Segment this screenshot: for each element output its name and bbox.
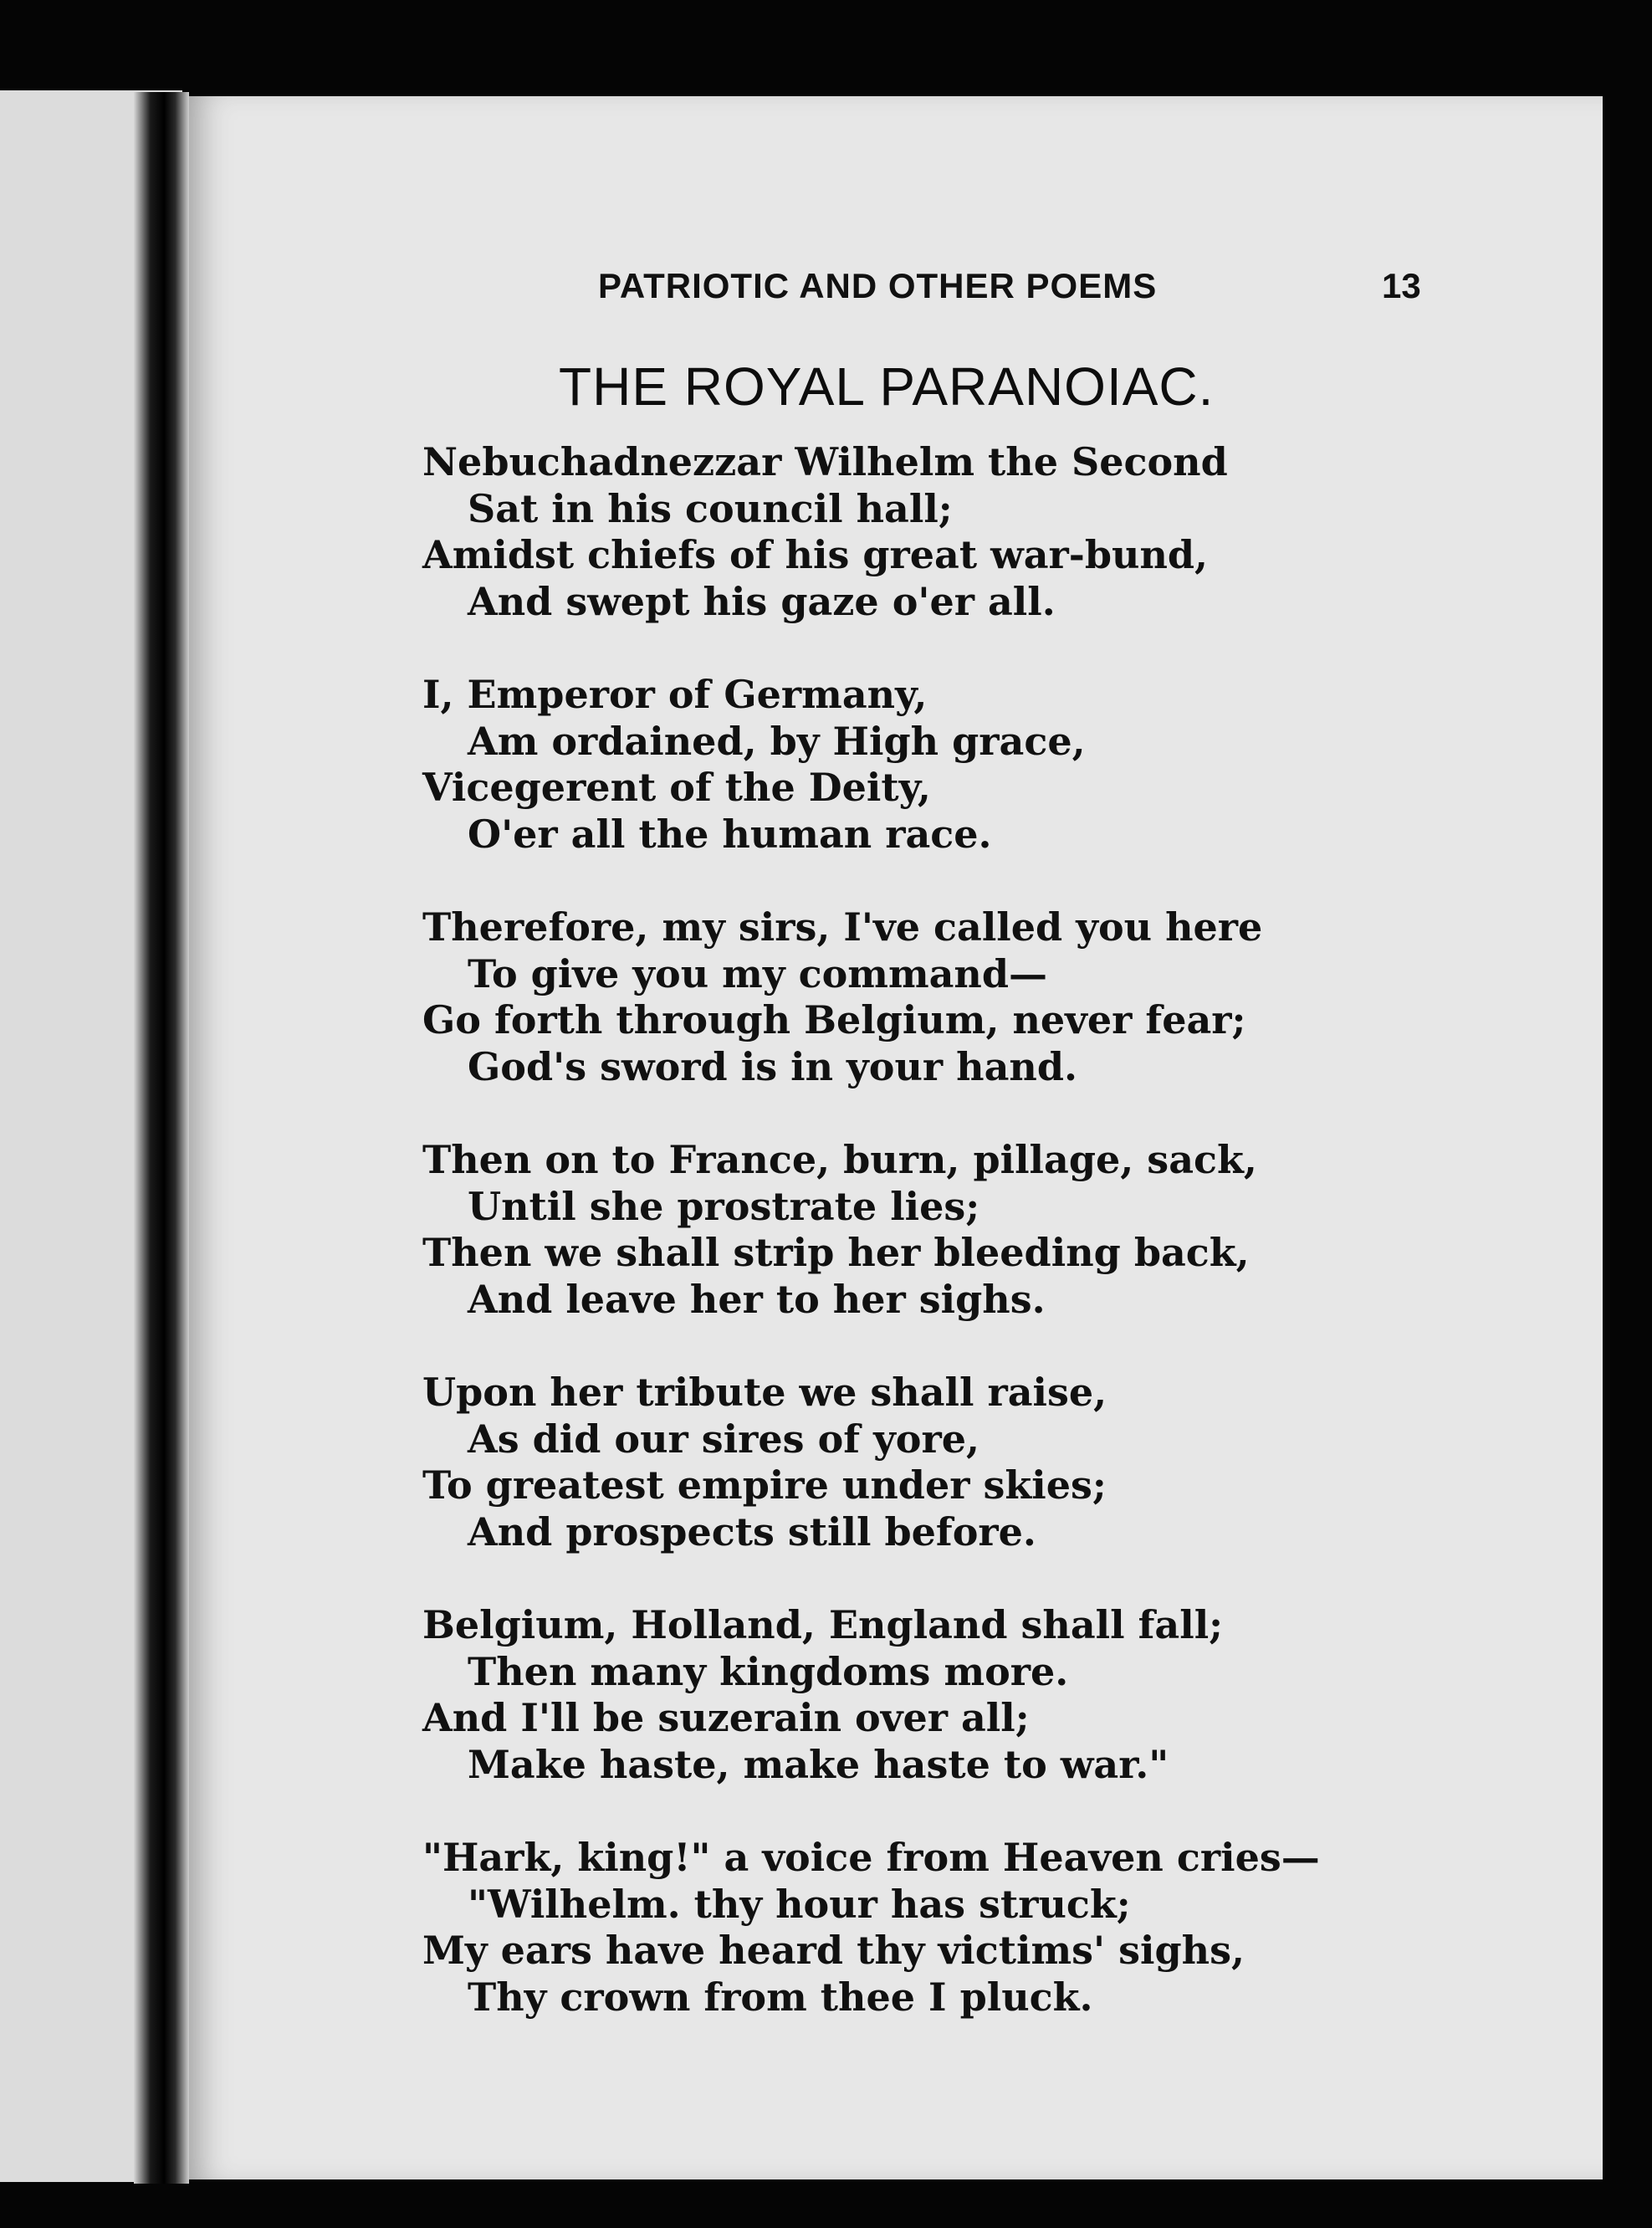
- poem-line: To greatest empire under skies;: [422, 1462, 1107, 1508]
- poem-line: Then on to France, burn, pillage, sack,: [422, 1137, 1257, 1182]
- stanza: [422, 439, 1426, 625]
- poem-line: Sat in his council hall;: [468, 485, 953, 531]
- poem-line: Thy crown from thee I pluck.: [468, 1974, 1093, 2020]
- running-head: PATRIOTIC AND OTHER POEMS: [598, 266, 1158, 305]
- poem-line: Make haste, make haste to war.": [468, 1741, 1169, 1787]
- poem-line: Amidst chiefs of his great war-bund,: [422, 532, 1209, 577]
- poem-line: And swept his gaze o'er all.: [468, 578, 1056, 624]
- poem-line: As did our sires of yore,: [468, 1416, 979, 1462]
- poem-line: Belgium, Holland, England shall fall;: [422, 1602, 1224, 1647]
- poem-title: THE ROYAL PARANOIAC.: [559, 356, 1215, 417]
- poem-line: O'er all the human race.: [468, 811, 992, 857]
- poem-line: And I'll be suzerain over all;: [422, 1695, 1030, 1740]
- book-gutter: [134, 92, 189, 2184]
- poem-body: [422, 439, 1426, 2067]
- poem-line: Am ordained, by High grace,: [468, 718, 1086, 764]
- page-number: 13: [1382, 266, 1421, 305]
- poem-line: "Wilhelm. thy hour has struck;: [468, 1881, 1131, 1927]
- stanza: [422, 672, 1426, 858]
- poem-line: I, Emperor of Germany,: [422, 672, 928, 717]
- poem-line: To give you my command—: [468, 950, 1048, 996]
- poem-line: Vicegerent of the Deity,: [422, 765, 931, 810]
- stanza: [422, 1370, 1426, 1555]
- poem-line: Nebuchadnezzar Wilhelm the Second: [422, 439, 1228, 484]
- stanza: [422, 1137, 1426, 1323]
- stanza: [422, 1835, 1426, 2021]
- poem-line: And prospects still before.: [468, 1508, 1036, 1554]
- poem-line: "Hark, king!" a voice from Heaven cries—: [422, 1835, 1320, 1880]
- poem-line: My ears have heard thy victims' sighs,: [422, 1928, 1245, 1973]
- poem-line: Go forth through Belgium, never fear;: [422, 997, 1246, 1042]
- poem-line: Then we shall strip her bleeding back,: [422, 1230, 1250, 1275]
- poem-line: God's sword is in your hand.: [468, 1043, 1078, 1089]
- stanza: [422, 904, 1426, 1090]
- poem-line: Until she prostrate lies;: [468, 1183, 980, 1229]
- poem-line: And leave her to her sighs.: [468, 1276, 1046, 1322]
- stanza: [422, 1602, 1426, 1788]
- poem-line: Therefore, my sirs, I've called you here: [422, 904, 1263, 950]
- poem-line: Then many kingdoms more.: [468, 1648, 1069, 1694]
- poem-line: Upon her tribute we shall raise,: [422, 1370, 1107, 1415]
